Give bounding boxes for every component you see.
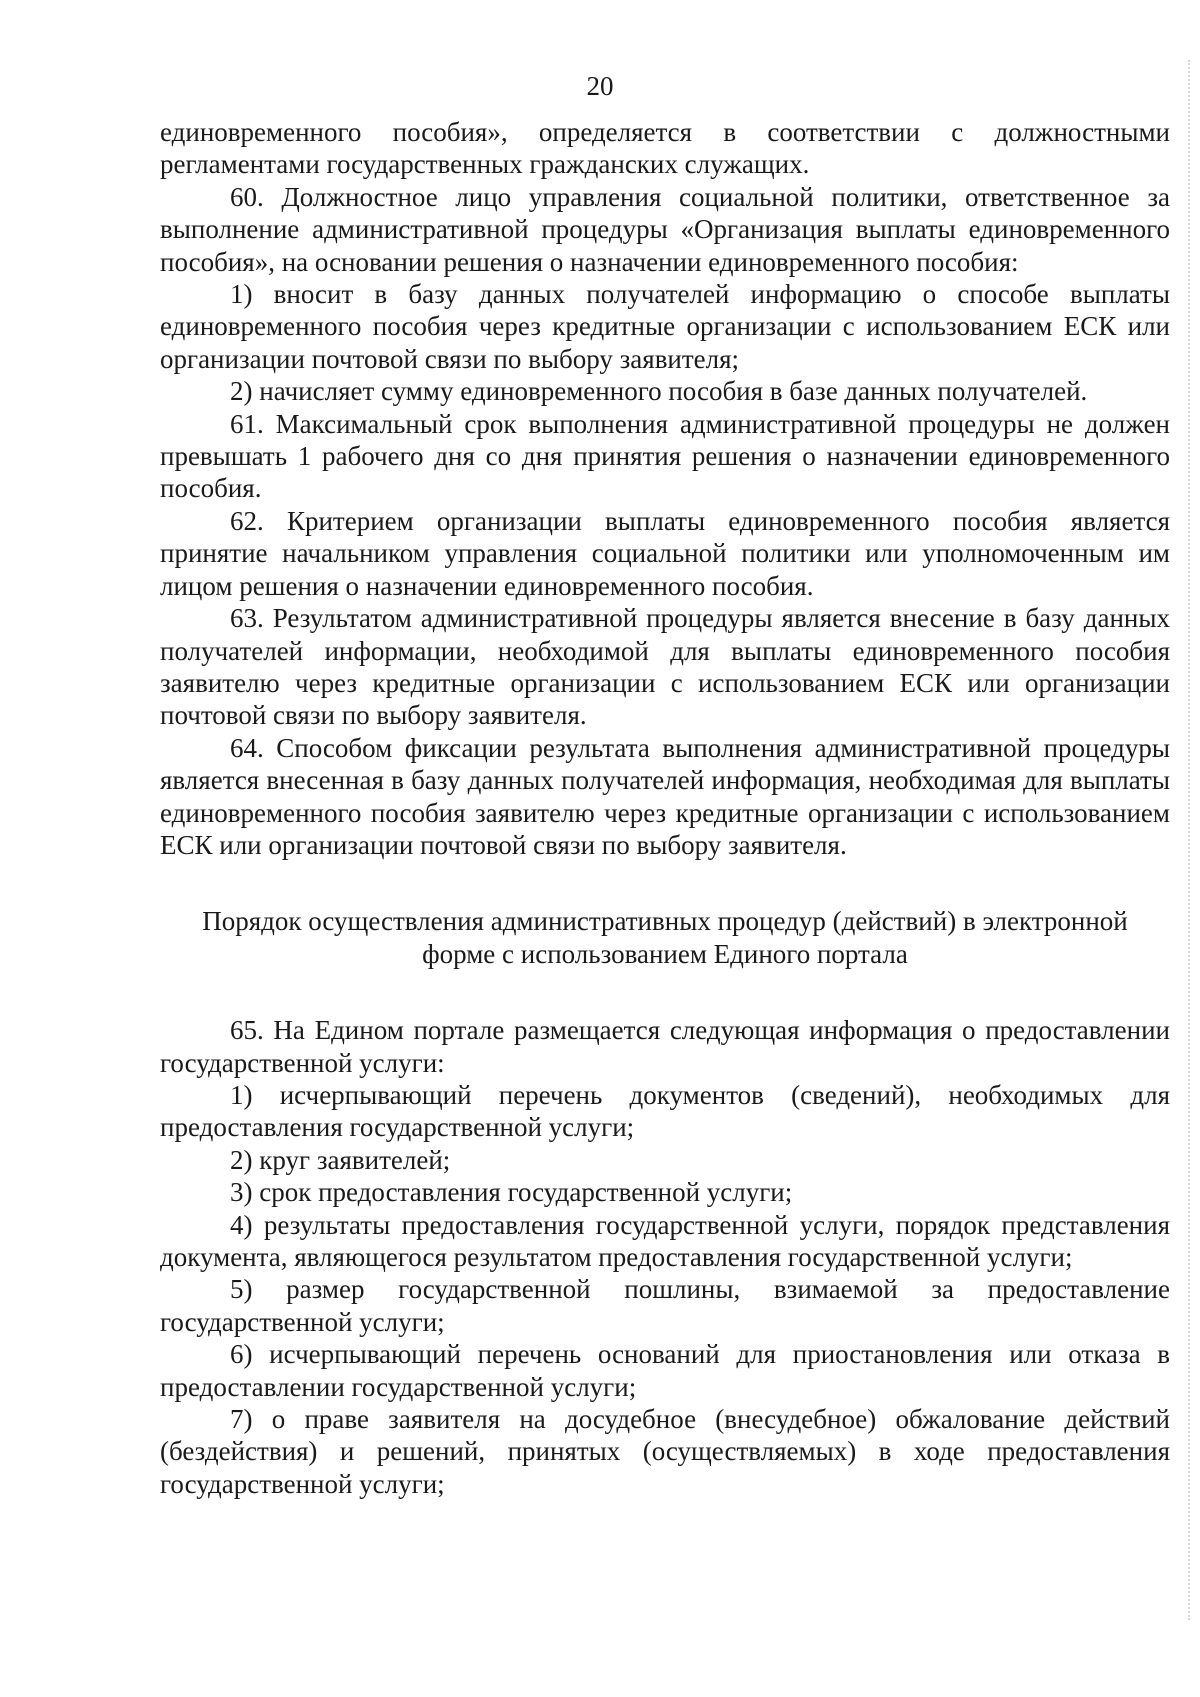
paragraph-65: 65. На Едином портале размещается следующая информация о предоставлении государственной услуги: xyxy=(160,1015,1170,1078)
paragraph-60-item-2: 2) начисляет сумму единовременного пособия в базе данных получателей. xyxy=(230,376,1088,407)
paragraph-continuation: единовременного пособия», определяется в соответствии с должностными регламентами государственных гражданских служащих. xyxy=(160,117,1170,180)
paragraph-65-item-2: 2) круг заявителей; xyxy=(230,1144,451,1175)
scan-edge-marks xyxy=(1188,60,1190,1620)
document-body xyxy=(160,116,1170,1500)
page-number: 20 xyxy=(586,71,614,101)
spacer xyxy=(160,861,1170,905)
paragraph-65-item-5: 5) размер государственной пошлины, взимаемой за предоставление государственной услуги; xyxy=(160,1274,1170,1337)
paragraph-65-item-7: 7) о праве заявителя на досудебное (внесудебное) обжалование действий (бездействия) и решений, принятых (осуществляемых) в ходе предоставления государственной услуги; xyxy=(160,1404,1170,1499)
section-heading: Порядок осуществления административных процедур (действий) в электронной форме с использованием Единого портала xyxy=(202,906,1128,969)
paragraph-65-item-6: 6) исчерпывающий перечень оснований для приостановления или отказа в предоставлении государственной услуги; xyxy=(160,1339,1170,1402)
paragraph-60: 60. Должностное лицо управления социальной политики, ответственное за выполнение административной процедуры «Организация выплаты единовременного пособия», на основании решения о назначении единовременного пособия: xyxy=(160,181,1170,277)
paragraph-63: 63. Результатом административной процедуры является внесение в базу данных получателей информации, необходимой для выплаты единовременного пособия заявителю через кредитные организации с использованием ЕСК или организации почтовой связи по выбору заявителя. xyxy=(160,603,1170,731)
paragraph-61: 61. Максимальный срок выполнения административной процедуры не должен превышать 1 рабочего дня со дня принятия решения о назначении единовременного пособия. xyxy=(160,408,1170,504)
spacer xyxy=(160,970,1170,1014)
paragraph-65-item-3: 3) срок предоставления государственной услуги; xyxy=(230,1177,793,1208)
paragraph-65-item-4: 4) результаты предоставления государственной услуги, порядок представления документа, являющегося результатом предоставления государственной услуги; xyxy=(160,1209,1170,1272)
paragraph-65-item-1: 1) исчерпывающий перечень документов (сведений), необходимых для предоставления государственной услуги; xyxy=(160,1079,1170,1143)
paragraph-64: 64. Способом фиксации результата выполнения административной процедуры является внесенная в базу данных получателей информация, необходимая для выплаты единовременного пособия заявителю через кредитные организации с использованием ЕСК или организации почтовой связи по выбору заявителя. xyxy=(160,732,1170,860)
paragraph-62: 62. Критерием организации выплаты единовременного пособия является принятие начальником управления социальной политики или уполномоченным им лицом решения о назначении единовременного пособия. xyxy=(160,505,1170,601)
paragraph-60-item-1: 1) вносит в базу данных получателей информацию о способе выплаты единовременного пособия через кредитные организации с использованием ЕСК или организации почтовой связи по выбору заявителя; xyxy=(160,279,1170,374)
